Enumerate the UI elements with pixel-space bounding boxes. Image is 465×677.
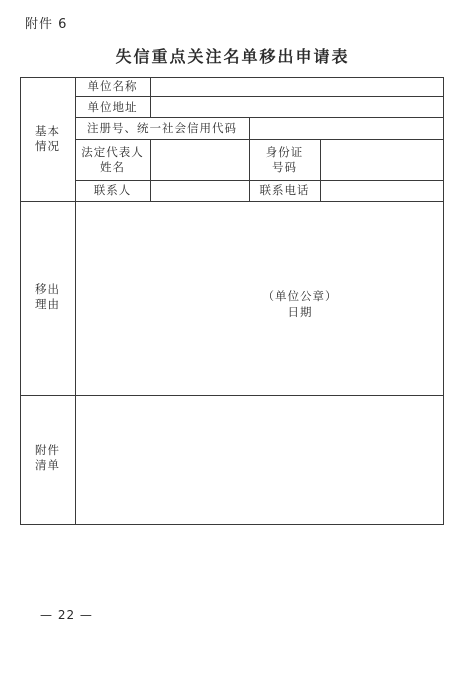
section-label-attachments: 附件 清单 [35,443,60,472]
unit-seal-text: （单位公章） [262,289,338,303]
label-unit-name: 单位名称 [87,79,138,93]
label-unit-address: 单位地址 [87,100,138,114]
form-title: 失信重点关注名单移出申请表 [115,47,350,66]
attachment-number: 附件 6 [25,17,68,32]
label-id-number: 身份证 号码 [265,145,304,174]
date-label: 日期 [287,305,313,319]
section-label-basic-info: 基本 情况 [35,124,60,153]
page-number: — 22 — [40,608,93,622]
section-label-removal-reason: 移出 理由 [35,282,60,311]
label-registration-code: 注册号、统一社会信用代码 [87,121,237,135]
label-contact-person: 联系人 [93,183,132,197]
label-legal-representative: 法定代表人 姓名 [81,145,144,174]
label-contact-phone: 联系电话 [259,183,310,197]
